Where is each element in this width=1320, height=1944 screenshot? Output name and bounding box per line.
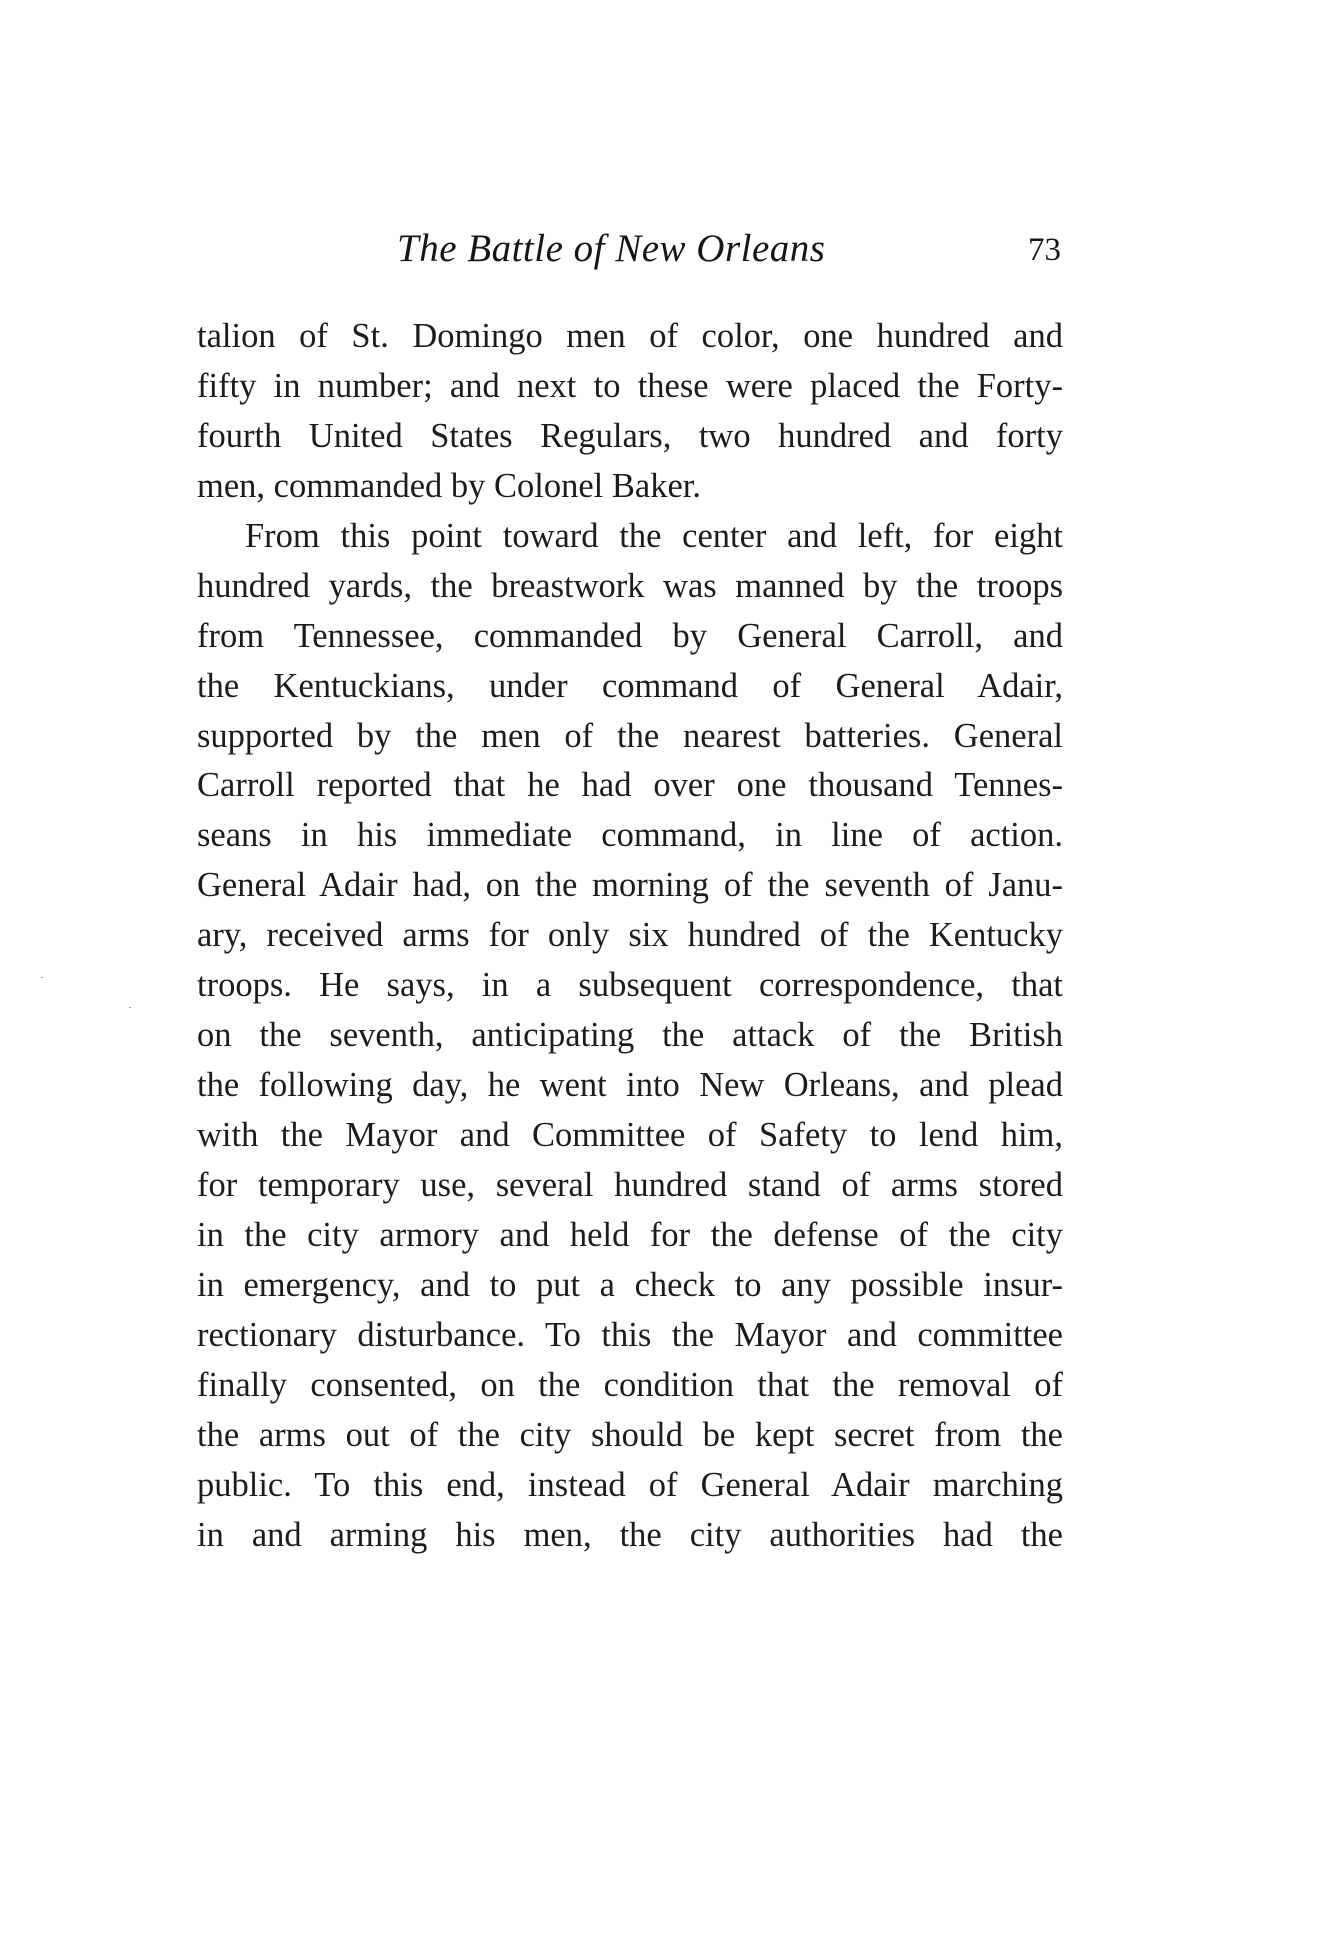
text-line: ary, received arms for only six hundred of the Kentucky	[197, 916, 1063, 955]
text-line: in and arming his men, the city authorities had the	[197, 1515, 1063, 1554]
text-line: with the Mayor and Committee of Safety to lend him,	[197, 1116, 1063, 1154]
text-line: talion of St. Domingo men of color, one hundred and	[197, 317, 1063, 355]
text-line: supported by the men of the nearest batteries. General	[197, 716, 1063, 755]
text-line: men, commanded by Colonel Baker.	[197, 466, 701, 505]
text-line: in emergency, and to put a check to any possible insur-	[197, 1265, 1063, 1304]
text-line: from Tennessee, commanded by General Carroll, and	[197, 616, 1063, 655]
text-line: troops. He says, in a subsequent correspondence, that	[197, 966, 1063, 1005]
text-line: fifty in number; and next to these were placed the Forty-	[197, 366, 1063, 405]
text-line: rectionary disturbance. To this the Mayor and committee	[197, 1315, 1063, 1354]
paragraph-first-line: From this point toward the center and left, for eight	[245, 516, 1063, 555]
text-line: on the seventh, anticipating the attack of the British	[197, 1016, 1063, 1055]
text-line: Carroll reported that he had over one thousand Tennes-	[197, 766, 1063, 805]
running-head	[197, 226, 1063, 276]
running-title: The Battle of New Orleans	[397, 227, 826, 270]
text-line: for temporary use, several hundred stand of arms stored	[197, 1165, 1063, 1204]
page-number: 73	[1028, 232, 1061, 268]
text-line: finally consented, on the condition that the removal of	[197, 1365, 1063, 1404]
body-text	[197, 312, 1063, 1560]
text-line: General Adair had, on the morning of the seventh of Janu-	[197, 866, 1063, 905]
text-line: the following day, he went into New Orleans, and plead	[197, 1066, 1063, 1105]
text-line: hundred yards, the breastwork was manned by the troops	[197, 566, 1063, 605]
scan-speck	[41, 977, 43, 978]
text-line: seans in his immediate command, in line of action.	[197, 816, 1063, 855]
text-line: public. To this end, instead of General Adair marching	[197, 1465, 1063, 1504]
text-line: the arms out of the city should be kept secret from the	[197, 1415, 1063, 1454]
scan-speck	[129, 1007, 131, 1008]
text-line: the Kentuckians, under command of General Adair,	[197, 666, 1063, 705]
text-line: in the city armory and held for the defense of the city	[197, 1215, 1063, 1254]
text-line: fourth United States Regulars, two hundred and forty	[197, 416, 1063, 455]
